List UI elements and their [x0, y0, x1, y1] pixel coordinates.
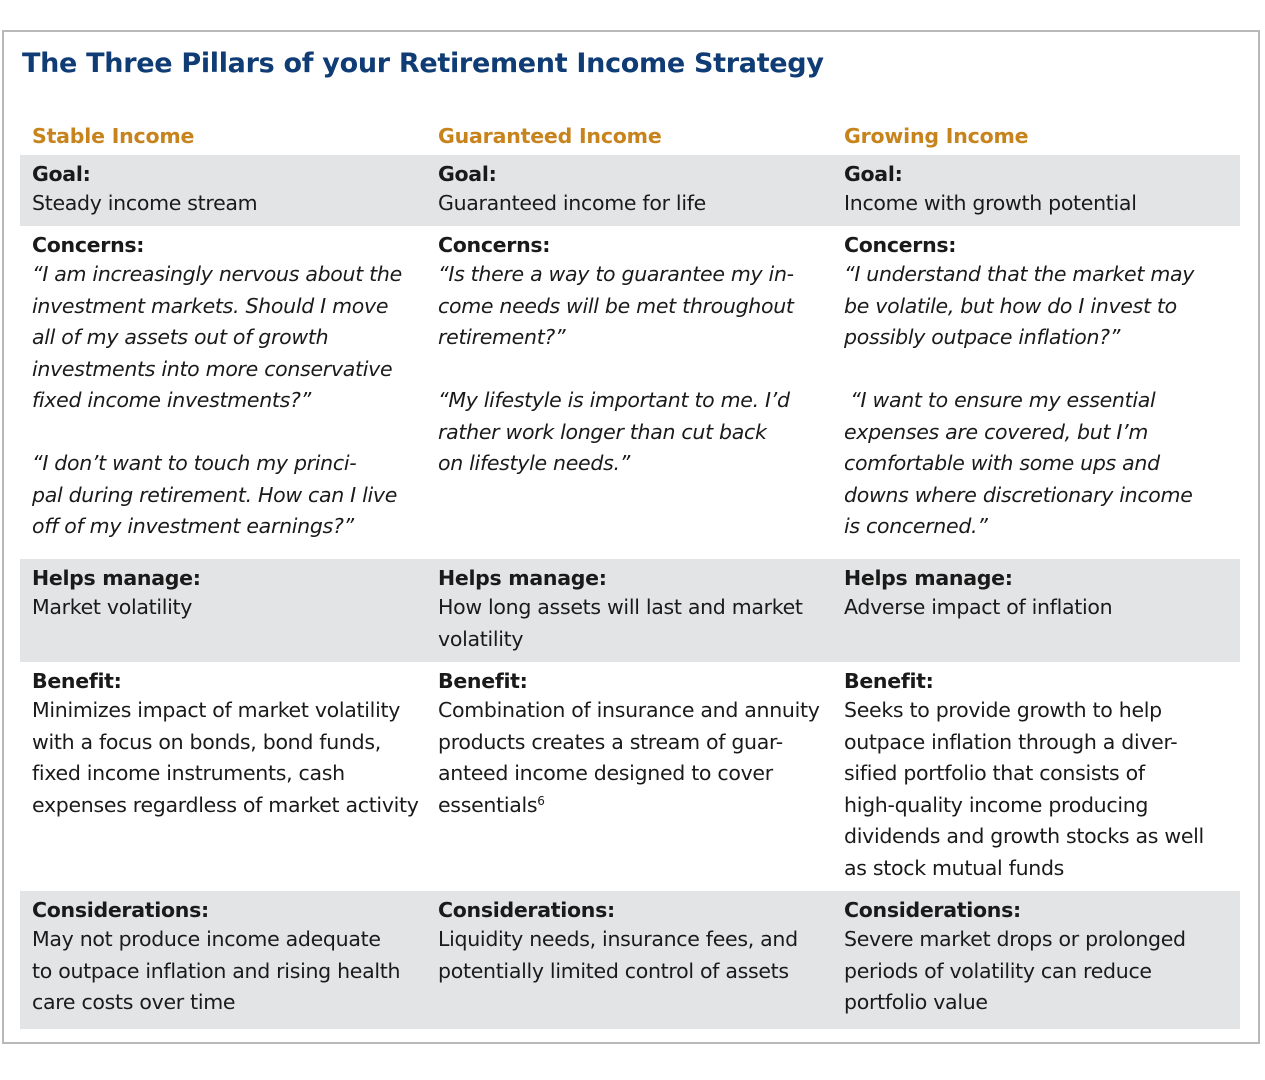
concerns-label: Concerns: — [438, 233, 551, 257]
benefit-text: products creates a stream of guar- — [438, 729, 783, 754]
helps-label: Helps manage: — [32, 566, 201, 590]
helps-cell-stable — [20, 559, 426, 662]
quote-spacer — [844, 354, 1238, 386]
goal-text: Income with growth potential — [844, 191, 1137, 215]
considerations-row — [20, 891, 1240, 1029]
helps-label: Helps manage: — [438, 566, 607, 590]
column-heading-guaranteed: Guaranteed Income — [438, 124, 662, 148]
concern-quote-line: is concerned.” — [844, 514, 988, 538]
benefit-text: fixed income instruments, cash — [32, 761, 345, 785]
concern-quote-line: “I don’t want to touch my princi- — [32, 451, 357, 475]
benefit-cell-stable — [20, 662, 426, 891]
quote-spacer — [32, 417, 426, 449]
concern-quote-line: comfortable with some ups and — [844, 451, 1160, 475]
benefit-cell-growing — [832, 662, 1238, 891]
considerations-label: Considerations: — [844, 898, 1021, 922]
benefit-text: with a focus on bonds, bond funds, — [32, 729, 381, 754]
column-heading-growing: Growing Income — [844, 124, 1029, 148]
concern-quote-line: pal during retirement. How can I live — [32, 482, 398, 507]
benefit-text-last — [438, 790, 832, 822]
concern-quote-line: all of my assets out of growth — [32, 325, 329, 349]
goal-label: Goal: — [32, 162, 91, 186]
benefit-cell-guaranteed — [426, 662, 832, 891]
considerations-cell-stable — [20, 891, 426, 1029]
goal-cell-guaranteed — [426, 155, 832, 226]
helps-cell-growing — [832, 559, 1238, 662]
considerations-text: periods of volatility can reduce — [844, 958, 1152, 983]
concern-quote-line: possibly outpace inflation?” — [844, 325, 1121, 349]
concerns-cell-growing — [832, 226, 1238, 559]
considerations-text: Liquidity needs, insurance fees, and — [438, 927, 798, 951]
concern-quote-line: investments into more conservative — [32, 356, 393, 381]
concern-quote-line: retirement?” — [438, 325, 566, 349]
considerations-text: May not produce income adequate — [32, 927, 381, 951]
considerations-text: potentially limited control of assets — [438, 958, 789, 983]
goal-cell-growing — [832, 155, 1238, 226]
benefit-text: as stock mutual funds — [844, 855, 1065, 880]
concern-quote-line: off of my investment earnings?” — [32, 514, 354, 538]
concern-quote-line: be volatile, but how do I invest to — [844, 293, 1177, 318]
benefit-text: outpace inflation through a diver- — [844, 729, 1178, 754]
benefit-label: Benefit: — [844, 669, 934, 693]
concern-quote-line: downs where discretionary income — [844, 482, 1193, 507]
concern-quote-line: “Is there a way to guarantee my in- — [438, 262, 794, 286]
concerns-row — [20, 226, 1240, 559]
column-heading-stable: Stable Income — [32, 124, 195, 148]
helps-text: Adverse impact of inflation — [844, 595, 1113, 619]
concerns-label: Concerns: — [844, 233, 957, 257]
helps-manage-row — [20, 559, 1240, 662]
goal-label: Goal: — [438, 162, 497, 186]
goal-cell-stable — [20, 155, 426, 226]
benefit-row — [20, 662, 1240, 891]
concern-quote-line: come needs will be met throughout — [438, 293, 794, 318]
concern-quote-line: “I want to ensure my essential — [844, 388, 1156, 412]
benefit-text: Seeks to provide growth to help — [844, 698, 1162, 722]
considerations-label: Considerations: — [32, 898, 209, 922]
helps-text: Market volatility — [32, 595, 193, 619]
helps-cell-guaranteed — [426, 559, 832, 662]
concerns-label: Concerns: — [32, 233, 145, 257]
footnote-marker: 6 — [537, 793, 545, 808]
goal-text: Guaranteed income for life — [438, 191, 706, 215]
considerations-cell-growing — [832, 891, 1238, 1029]
benefit-text: high-quality income producing — [844, 792, 1149, 817]
concern-quote-line: fixed income investments?” — [32, 388, 311, 412]
benefit-text: anteed income designed to cover — [438, 761, 773, 785]
benefit-text: essentials — [438, 792, 538, 817]
concerns-cell-guaranteed — [426, 226, 832, 559]
page-title: The Three Pillars of your Retirement Income Strategy — [22, 48, 824, 79]
benefit-text: Minimizes impact of market volatility — [32, 698, 401, 722]
concern-quote-line: investment markets. Should I move — [32, 293, 389, 318]
goal-text: Steady income stream — [32, 191, 258, 215]
considerations-cell-guaranteed — [426, 891, 832, 1029]
concerns-cell-stable — [20, 226, 426, 559]
benefit-text: Combination of insurance and annuity — [438, 698, 820, 722]
pillars-table — [20, 118, 1240, 1029]
goal-row — [20, 155, 1240, 226]
benefit-text: expenses regardless of market activity — [32, 792, 419, 817]
concern-quote-line: expenses are covered, but I’m — [844, 419, 1149, 444]
helps-text: volatility — [438, 626, 524, 651]
considerations-text: portfolio value — [844, 990, 988, 1014]
concern-quote-line: “My lifestyle is important to me. I’d — [438, 388, 790, 412]
concern-quote-line: “I am increasingly nervous about the — [32, 262, 402, 286]
benefit-text: dividends and growth stocks as well — [844, 824, 1204, 848]
benefit-text: sified portfolio that consists of — [844, 761, 1145, 785]
goal-label: Goal: — [844, 162, 903, 186]
helps-label: Helps manage: — [844, 566, 1013, 590]
considerations-text: care costs over time — [32, 990, 236, 1014]
concern-quote-line: on lifestyle needs.” — [438, 451, 630, 475]
column-headings-row — [20, 118, 1240, 155]
helps-text: How long assets will last and market — [438, 595, 803, 619]
benefit-label: Benefit: — [438, 669, 528, 693]
benefit-label: Benefit: — [32, 669, 122, 693]
considerations-text: Severe market drops or prolonged — [844, 927, 1186, 951]
concern-quote-line: rather work longer than cut back — [438, 419, 767, 444]
considerations-text: to outpace inflation and rising health — [32, 958, 401, 983]
concern-quote-line: “I understand that the market may — [844, 262, 1195, 286]
quote-spacer — [438, 354, 832, 386]
considerations-label: Considerations: — [438, 898, 615, 922]
